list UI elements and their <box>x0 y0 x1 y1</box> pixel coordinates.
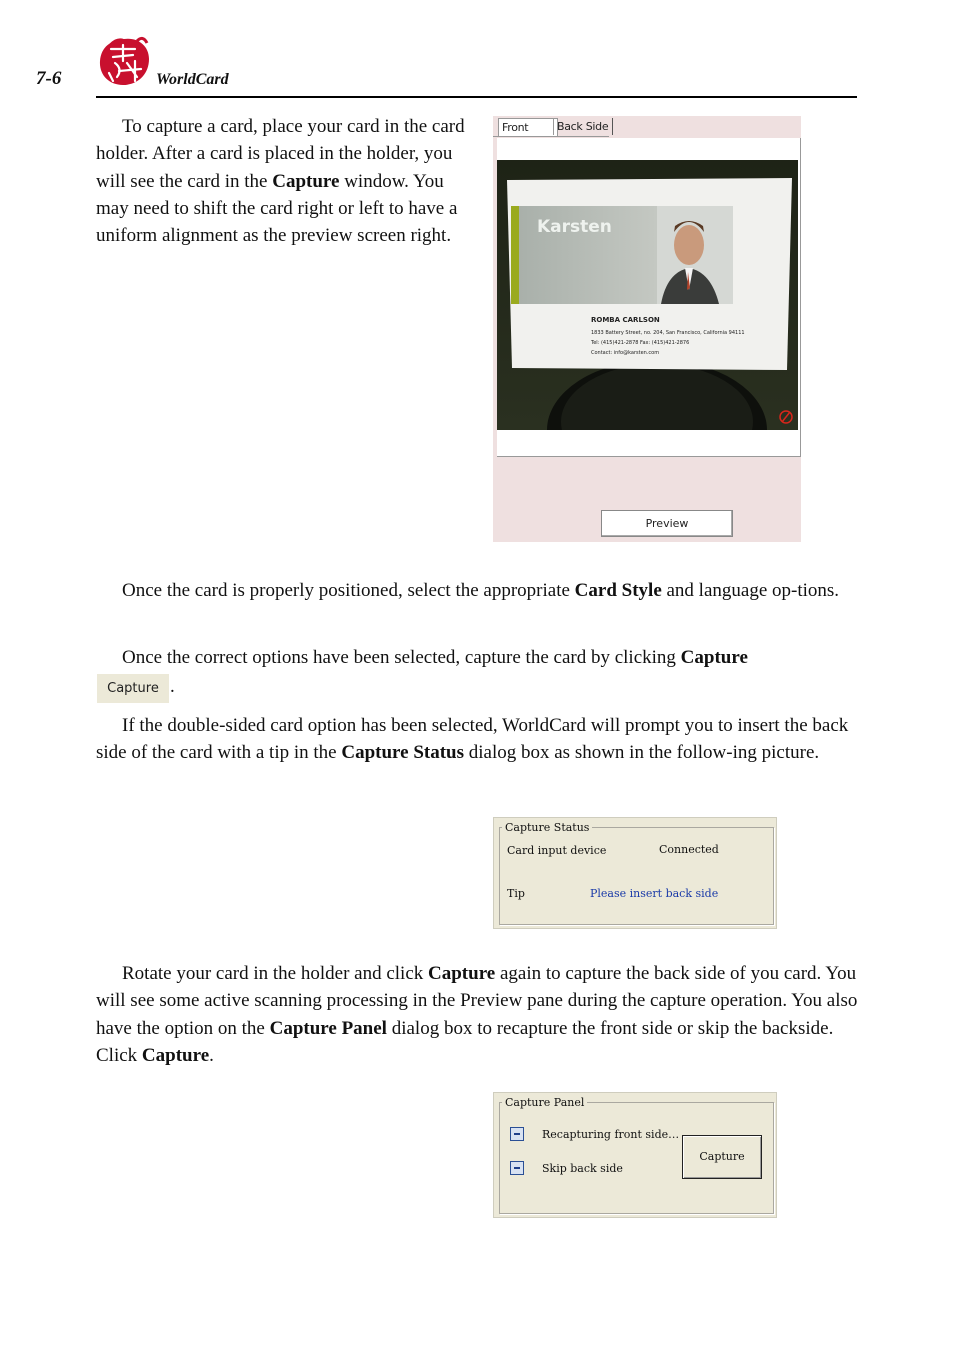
card-preview-image <box>497 160 798 430</box>
recapture-front-label[interactable]: Recapturing front side… <box>542 1128 680 1141</box>
sentence-period: . <box>170 676 175 697</box>
tab-back-side[interactable]: Back Side <box>553 118 613 135</box>
capture-status-groupbox <box>499 827 774 925</box>
capture-button-illustration[interactable]: Capture <box>97 674 169 703</box>
card-phone: Tel: (415)421-2878 Fax: (415)421-2876 <box>591 340 690 346</box>
text: If the double-sided card option has been selected, WorldCard will prompt you to insert the back side of the card with a tip in the <box>96 715 849 764</box>
tab-front-side[interactable]: Front <box>498 118 558 136</box>
text: and language op-tions. <box>661 580 840 601</box>
paragraph-intro <box>96 113 468 249</box>
skip-back-checkbox[interactable] <box>510 1161 524 1175</box>
preview-pane <box>497 138 801 457</box>
text: again to capture the back side of you card. You will see some active scanning processing in the Preview pane during the capture operation. You also have the option on the <box>96 963 858 1039</box>
text: . <box>209 1044 214 1066</box>
paragraph-double-sided <box>96 712 858 767</box>
recapture-front-checkbox[interactable] <box>510 1127 524 1141</box>
capture-status-legend: Capture Status <box>502 821 592 834</box>
text: dialog box to recapture the front side or skip the backside. Click <box>96 1017 834 1066</box>
page-number: 7-6 <box>36 68 62 89</box>
card-brand-text: Karsten <box>537 217 612 237</box>
capture-status-dialog <box>493 817 777 929</box>
header-rule <box>96 96 857 98</box>
paragraph-capture <box>96 644 858 671</box>
text: Rotate your card in the holder and click <box>122 963 429 984</box>
bold-term: Capture Status <box>341 742 464 764</box>
text: window. You may need to shift the card right or left to have a uniform alignment as the preview screen right. <box>96 170 458 247</box>
paragraph-card-style <box>96 577 858 604</box>
paragraph-rotate <box>96 960 858 1069</box>
bold-term: Card Style <box>574 580 662 601</box>
bold-term: Capture <box>141 1044 210 1066</box>
card-address: 1833 Battery Street, no. 204, San Francisco, California 94111 <box>591 330 745 336</box>
bold-term: Capture <box>680 647 748 668</box>
preview-button[interactable]: Preview <box>601 510 733 537</box>
header-title: WorldCard <box>156 71 229 88</box>
capture-window <box>493 116 801 542</box>
capture-panel-dialog <box>493 1092 777 1218</box>
text: dialog box as shown in the follow-ing picture. <box>464 742 820 764</box>
text: Once the card is properly positioned, select the appropriate <box>122 580 575 601</box>
tip-label: Tip <box>507 887 525 900</box>
logo-seal-icon <box>97 33 151 89</box>
card-person-name: ROMBA CARLSON <box>591 316 660 324</box>
bold-term: Capture Panel <box>269 1017 387 1039</box>
device-status-value: Connected <box>659 843 719 856</box>
card-contact: Contact: info@karsten.com <box>591 350 660 356</box>
device-label: Card input device <box>507 844 607 857</box>
bold-term: Capture <box>428 963 496 984</box>
tab-divider <box>493 136 609 137</box>
text: Once the correct options have been selected, capture the card by clicking <box>122 647 681 668</box>
capture-panel-legend: Capture Panel <box>502 1096 587 1109</box>
bold-term: Capture <box>272 170 340 192</box>
capture-button[interactable]: Capture <box>682 1135 762 1179</box>
tip-value: Please insert back side <box>590 887 719 900</box>
text: To capture a card, place your card in the card holder. After a card is placed in the holder, you will see the card in the <box>96 116 465 192</box>
skip-back-label[interactable]: Skip back side <box>542 1162 623 1175</box>
